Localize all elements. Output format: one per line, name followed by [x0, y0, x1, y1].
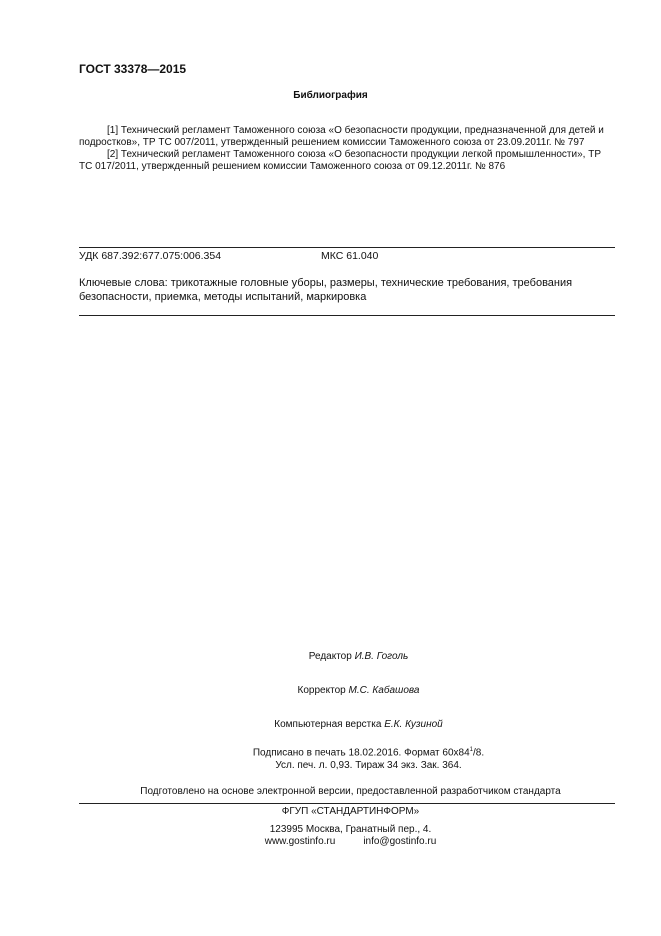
- corrector-line: [28, 685, 661, 696]
- keywords-line-1: Ключевые слова: трикотажные головные уборы, размеры, технические требования, требования: [79, 277, 573, 289]
- divider-top: [79, 247, 615, 248]
- layout-label: Компьютерная верстка: [274, 719, 382, 730]
- website-link[interactable]: www.gostinfo.ru: [264, 836, 336, 847]
- signed-text: Подписано в печать 18.02.2016. Формат 60x84: [252, 747, 470, 759]
- editor-name: И.В. Гоголь: [354, 651, 409, 662]
- format-superscript: 1: [469, 747, 473, 753]
- print-details: Усл. печ. л. 0,93. Тираж 34 экз. Зак. 364.: [275, 760, 462, 771]
- bibliography-title: Библиография: [293, 90, 368, 101]
- mks-code: МКС 61.040: [321, 250, 379, 262]
- editor-label: Редактор: [308, 651, 352, 662]
- signed-for-print: [38, 747, 661, 758]
- reference-2-line-2: ТС 017/2011, утвержденный решением комиссии Таможенного союза от 09.12.2011г. № 876: [79, 161, 506, 172]
- reference-1-line-2: подростков», ТР ТС 007/2011, утвержденный решением комиссии Таможенного союза от 23.09.2011г. № 797: [79, 137, 585, 148]
- publisher-name: ФГУП «СТАНДАРТИНФОРМ»: [281, 806, 420, 817]
- document-number: ГОСТ 33378—2015: [79, 62, 187, 76]
- publisher-address: 123995 Москва, Гранатный пер., 4.: [269, 824, 432, 835]
- keywords-line-2: безопасности, приемка, методы испытаний, маркировка: [79, 291, 367, 303]
- editor-line: [28, 651, 661, 662]
- reference-2-line-1: [2] Технический регламент Таможенного союза «О безопасности продукции легкой промышленности», ТР: [107, 149, 601, 160]
- corrector-label: Корректор: [297, 685, 346, 696]
- reference-1-line-1: [1] Технический регламент Таможенного союза «О безопасности продукции, предназначенной для детей и: [107, 125, 604, 136]
- corrector-name: М.С. Кабашова: [348, 685, 420, 696]
- layout-name: Е.К. Кузиной: [384, 719, 443, 730]
- layout-line: [28, 719, 661, 730]
- email-link[interactable]: info@gostinfo.ru: [363, 836, 437, 847]
- prepared-note: Подготовлено на основе электронной версии, предоставленной разработчиком стандарта: [140, 786, 561, 797]
- format-tail: /8.: [473, 747, 485, 759]
- udk-code: УДК 687.392:677.075:006.354: [79, 250, 222, 262]
- contact-line: [20, 836, 661, 847]
- divider-bottom: [79, 803, 615, 804]
- divider-middle: [79, 315, 615, 316]
